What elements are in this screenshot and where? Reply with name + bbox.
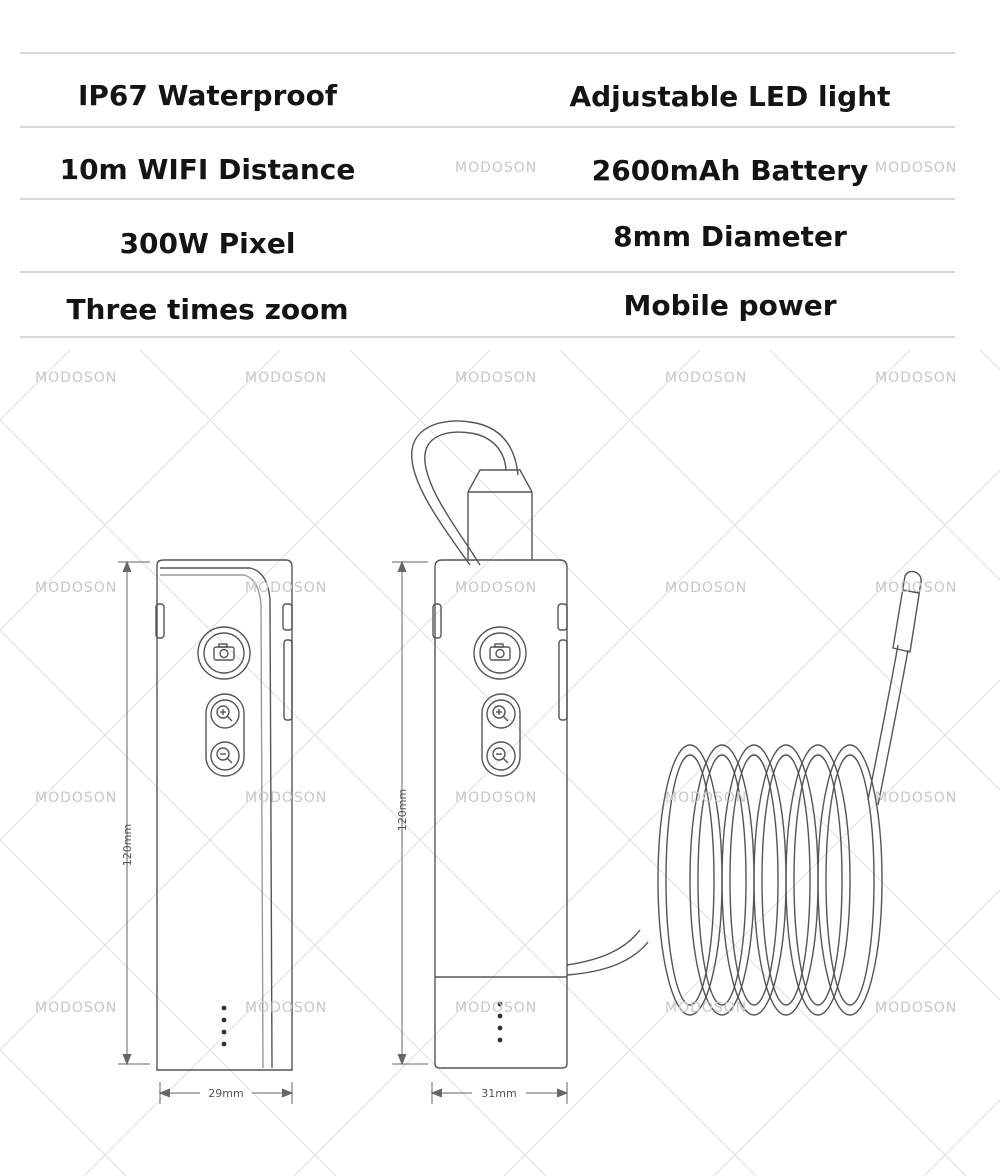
watermark: MODOSON [455,580,538,596]
zoom-out-icon [217,748,232,763]
spec-pixel: 300W Pixel [119,227,296,260]
zoom-in-icon [217,706,232,721]
watermark: MODOSON [875,1000,958,1016]
zoom-out-button [211,742,239,770]
coiled-probe-cable [567,645,908,1015]
watermark: MODOSON [35,790,118,806]
height-dimension-left [118,562,150,1064]
camera-button [474,627,526,679]
camera-icon [214,644,234,660]
power-indicator-dots [222,1006,227,1047]
watermark: MODOSON [35,580,118,596]
watermark: MODOSON [35,370,118,386]
watermark: MODOSON [245,790,328,806]
watermark: MODOSON [875,160,958,176]
usb-connector [468,470,532,560]
watermark: MODOSON [35,1000,118,1016]
watermark: MODOSON [875,790,958,806]
watermark: MODOSON [875,580,958,596]
watermark: MODOSON [245,1000,328,1016]
watermark: MODOSON [245,580,328,596]
width-label-left: 29mm [208,1087,244,1100]
device-front-view [433,560,567,1068]
camera-icon [490,644,510,660]
watermark: MODOSON [455,1000,538,1016]
watermark: MODOSON [665,790,748,806]
watermark: MODOSON [455,370,538,386]
height-label-left: 120mm [121,823,134,867]
spec-waterproof: IP67 Waterproof [77,79,338,112]
watermark: MODOSON [455,160,538,176]
width-label-right: 31mm [481,1087,517,1100]
zoom-out-button [487,742,515,770]
watermark: MODOSON [875,370,958,386]
watermark: MODOSON [665,1000,748,1016]
spec-mobile-power: Mobile power [623,289,837,322]
zoom-out-icon [493,748,508,763]
spec-wifi-distance: 10m WIFI Distance [59,153,356,186]
height-label-right: 120mm [396,788,409,832]
zoom-in-icon [493,706,508,721]
watermarks [35,160,957,1016]
watermark: MODOSON [665,580,748,596]
watermark: MODOSON [245,370,328,386]
spec-led-light: Adjustable LED light [569,80,891,113]
spec-diameter: 8mm Diameter [613,220,847,253]
spec-battery: 2600mAh Battery [591,154,869,187]
watermark: MODOSON [455,790,538,806]
watermark: MODOSON [665,370,748,386]
camera-button [198,627,250,679]
cable-loop [412,421,518,565]
spec-zoom: Three times zoom [66,293,349,326]
device-side-view [156,560,292,1070]
